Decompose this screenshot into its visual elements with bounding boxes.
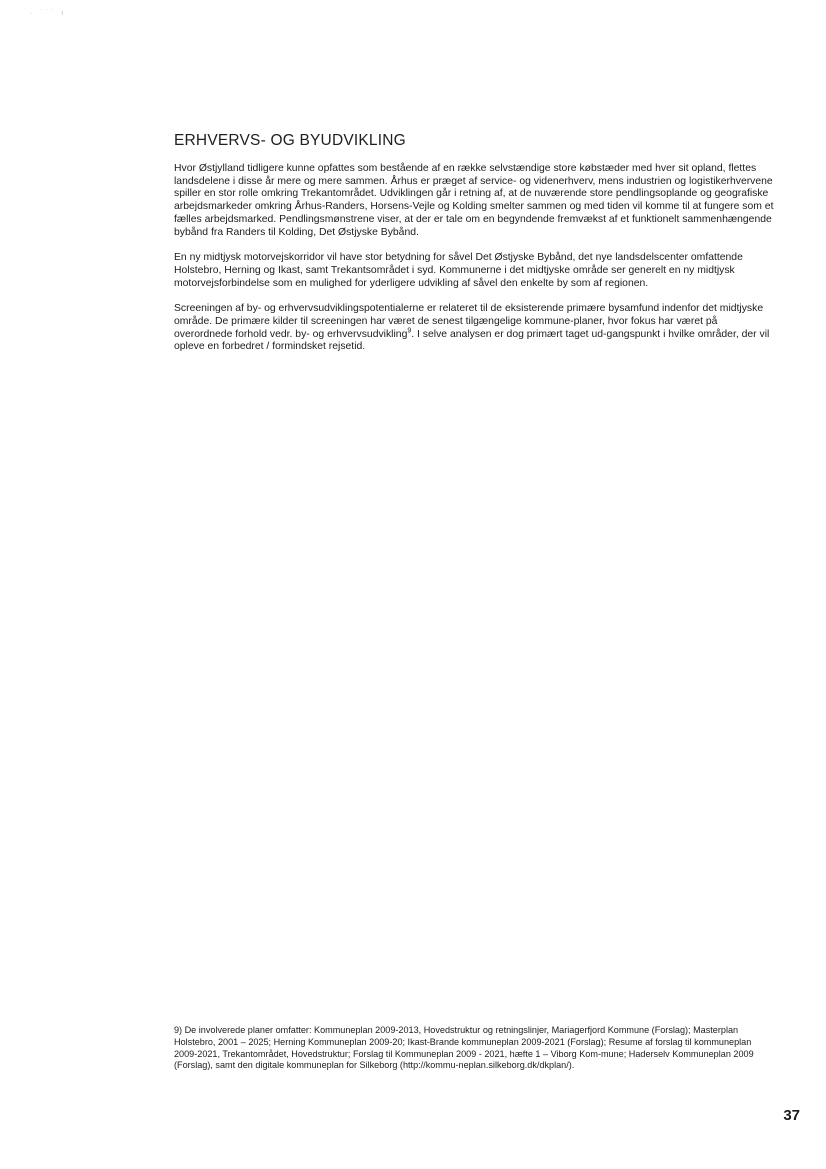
paragraph-2: En ny midtjysk motorvejskorridor vil have stor betydning for såvel Det Østjyske Bybånd, det nye landsdelscenter omfattende Holstebro, Herning og Ikast, samt Trekantsområdet i syd. Kommunerne i det midtjyske område ser generelt en ny midtjysk motorvejsforbindelse som en mulighed for yderligere udvikling af såvel den enkelte by som af regionen.	[174, 252, 743, 289]
paragraph-3-text-continued: . I selve analysen er dog primært taget ud-gangspunkt i hvilke områder, der vil opleve en forbedret / formindsket rejsetid.	[174, 328, 770, 353]
paragraph-1: Hvor Østjylland tidligere kunne opfattes som bestående af en række selvstændige store købstæder med hver sit opland, flettes landsdelene i disse år mere og mere sammen. Århus er præget af service- og videnerhverv, mens industrien og logistikerhvervene spiller en stor rolle omkring Trekantområdet. Udviklingen går i retning af, at de nuværende store pendlingsoplande og geografiske arbejdsmarkeder omkring Århus-Randers, Horsens-Vejle og Kolding smelter sammen og med tiden vil komme til at fungere som et fælles arbejdsmarked. Pendlingsmønstrene viser, at der er tale om en begyndende fremvækst af et funktionelt sammenhængende bybånd fra Randers til Kolding, Det Østjyske Bybånd.	[174, 163, 774, 238]
footnote-reference: 9	[407, 327, 412, 335]
scan-artifact: · ˙˙˙ ı	[30, 10, 67, 17]
footnote: 9) De involverede planer omfatter: Kommuneplan 2009-2013, Hovedstruktur og retningslinjer, Mariagerfjord Kommune (Forslag); Masterplan Holstebro, 2001 – 2025; Herning Kommuneplan 2009-20; Ikast-Brande kommuneplan 2009-2021 (Forslag); Resume af forslag til kommuneplan 2009-2021, Trekantområdet, Hovedstruktur; Forslag til Kommuneplan 2009 - 2021, hæfte 1 – Viborg Kom-mune; Haderselv Kommuneplan 2009 (Forslag), samt den digitale kommuneplan for Silkeborg (http://kommu-neplan.silkeborg.dk/dkplan/).	[174, 1025, 754, 1071]
paragraph-3-text: Screeningen af by- og erhvervsudviklingspotentialerne er relateret til de eksisterende primære bysamfund indenfor det midtjyske område. De primære kilder til screeningen har været de senest tilgængelige kommune-planer, hvor fokus har været på overordnede forhold vedr. by- og erhvervsudvikling	[174, 303, 764, 340]
main-content	[174, 132, 774, 367]
section-heading: ERHVERVS- OG BYUDVIKLING	[174, 132, 406, 149]
page-number: 37	[783, 1107, 800, 1124]
paragraph-3	[174, 303, 774, 354]
